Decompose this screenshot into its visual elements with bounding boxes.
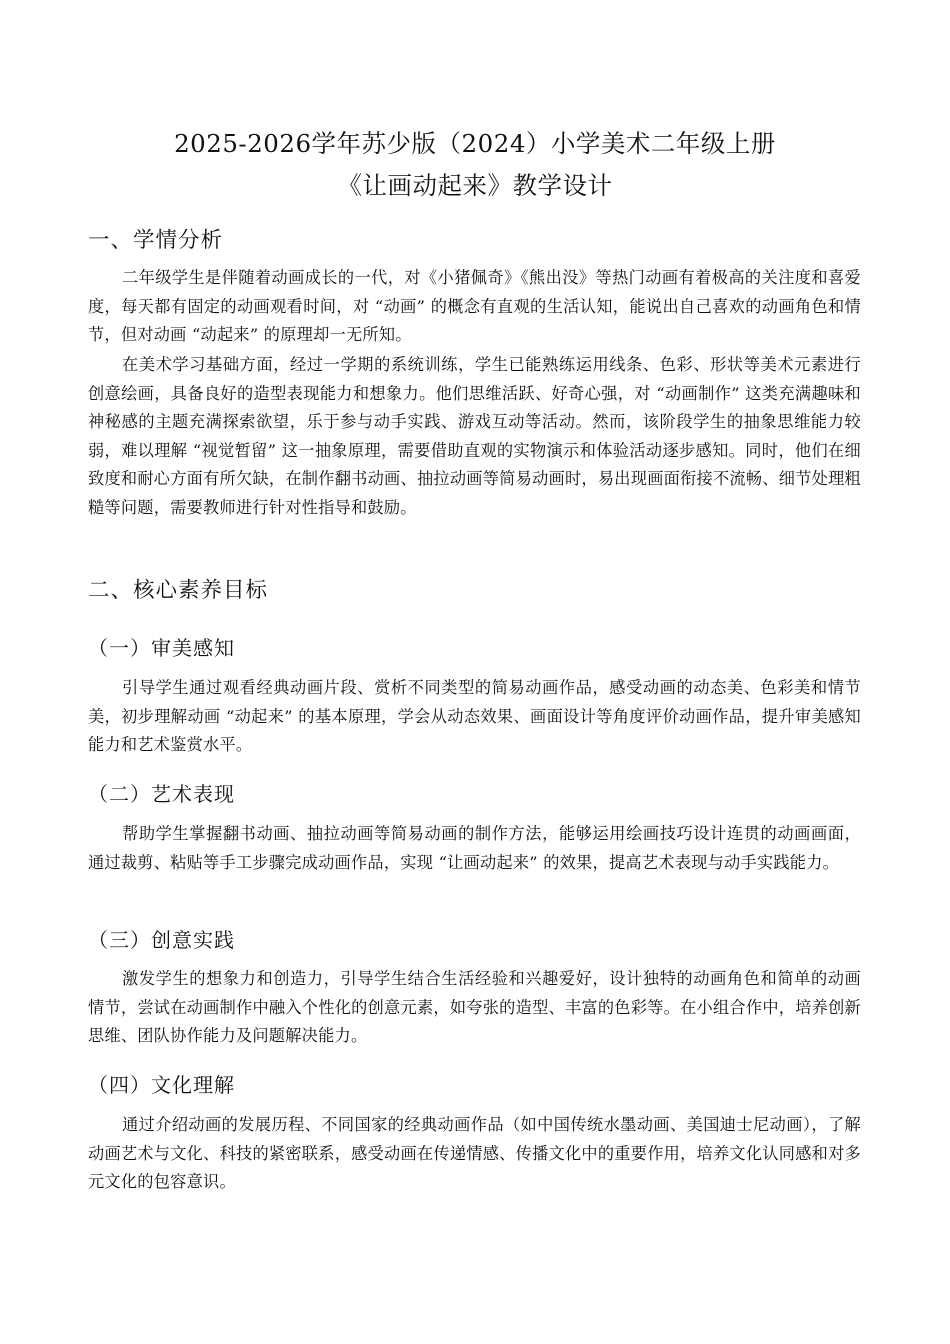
document-title-line-2: 《让画动起来》教学设计 — [337, 171, 613, 200]
cultural-understanding-paragraph: 通过介绍动画的发展历程、不同国家的经典动画作品（如中国传统水墨动画、美国迪士尼动画），了解动画艺术与文化、科技的紧密联系，感受动画在传递情感、传播文化中的重要作用，培养文化认同感和对多元文化的包容意识。 — [88, 1115, 861, 1192]
aesthetic-perception-paragraph: 引导学生通过观看经典动画片段、赏析不同类型的简易动画作品，感受动画的动态美、色彩美和情节美，初步理解动画 “动起来” 的基本原理，学会从动态效果、画面设计等角度评价动画作品，提升审美感知能力和艺术鉴赏水平。 — [88, 678, 861, 755]
section-heading-learner-analysis: 一、学情分析 — [88, 228, 224, 253]
learner-analysis-paragraph-2: 在美术学习基础方面，经过一学期的系统训练，学生已能熟练运用线条、色彩、形状等美术元素进行创意绘画，具备良好的造型表现能力和想象力。他们思维活跃、好奇心强，对 “动画制作” 这类充满趣味和神秘感的主题充满探索欲望，乐于参与动手实践、游戏互动等活动。然而，该阶段学生的抽象思维能力较弱，难以理解 “视觉暂留” 这一抽象原理，需要借助直观的实物演示和体验活动逐步感知。同时，他们在细致度和耐心方面有所欠缺，在制作翻书动画、抽拉动画等简易动画时，易出现画面衔接不流畅、细节处理粗糙等问题，需要教师进行针对性指导和鼓励。 — [88, 355, 861, 517]
document-title-line-1: 2025-2026学年苏少版（2024）小学美术二年级上册 — [174, 129, 776, 158]
subsection-heading-artistic-expression: （二）艺术表现 — [88, 782, 235, 806]
learner-analysis-paragraph-1: 二年级学生是伴随着动画成长的一代，对《小猪佩奇》《熊出没》等热门动画有着极高的关注度和喜爱度，每天都有固定的动画观看时间，对 “动画” 的概念有直观的生活认知，能说出自己喜欢的动画角色和情节，但对动画 “动起来” 的原理却一无所知。 — [88, 268, 861, 345]
subsection-heading-aesthetic-perception: （一）审美感知 — [88, 636, 235, 660]
subsection-heading-cultural-understanding: （四）文化理解 — [88, 1073, 235, 1097]
artistic-expression-paragraph: 帮助学生掌握翻书动画、抽拉动画等简易动画的制作方法，能够运用绘画技巧设计连贯的动画画面，通过裁剪、粘贴等手工步骤完成动画作品，实现 “让画动起来” 的效果，提高艺术表现与动手实践能力。 — [88, 824, 861, 872]
section-heading-core-literacy-goals: 二、核心素养目标 — [88, 578, 269, 603]
subsection-heading-creative-practice: （三）创意实践 — [88, 928, 235, 952]
creative-practice-paragraph: 激发学生的想象力和创造力，引导学生结合生活经验和兴趣爱好，设计独特的动画角色和简单的动画情节，尝试在动画制作中融入个性化的创意元素，如夸张的造型、丰富的色彩等。在小组合作中，培养创新思维、团队协作能力及问题解决能力。 — [88, 969, 861, 1046]
